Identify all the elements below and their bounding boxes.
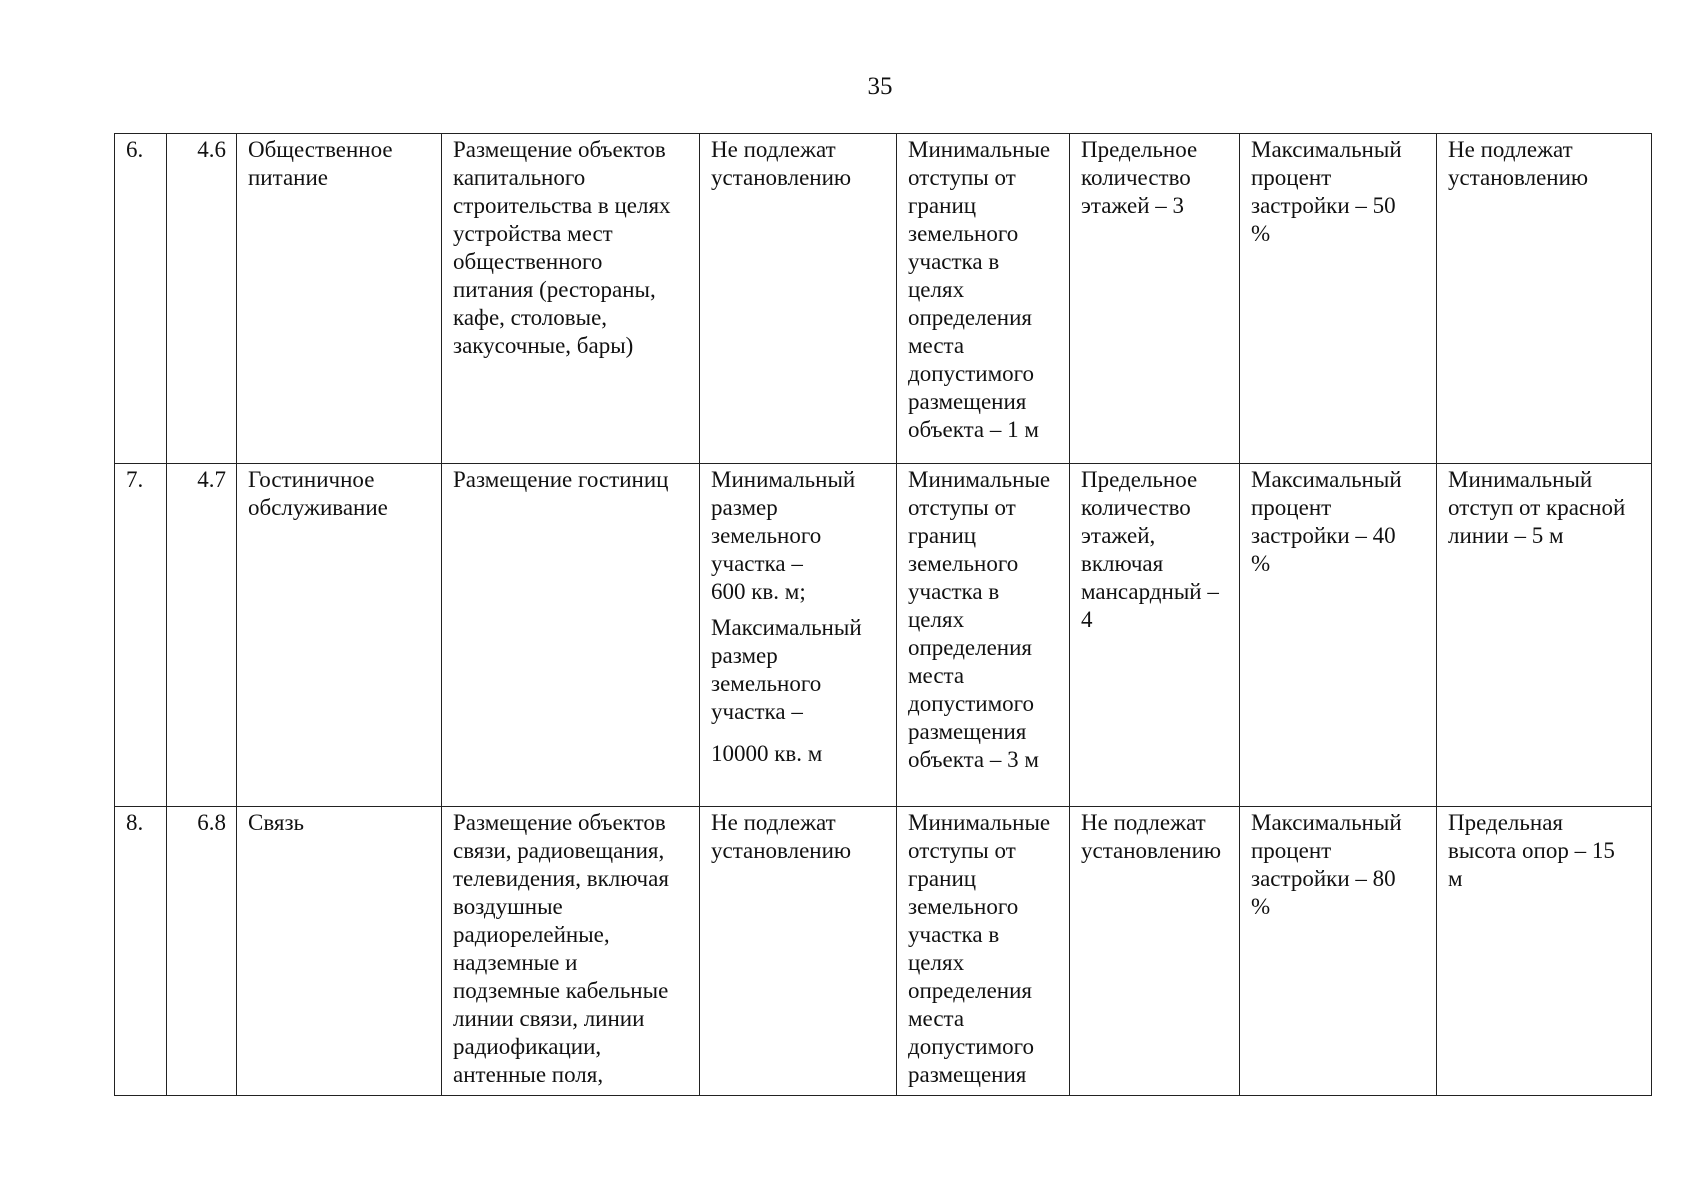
- cell-line: размещения: [908, 389, 1027, 414]
- cell-line: линии связи, линии: [453, 1006, 645, 1031]
- cell-line: количество: [1081, 165, 1191, 190]
- cell-line: застройки – 50: [1251, 193, 1396, 218]
- cell-line: Предельная: [1448, 810, 1563, 835]
- setbacks: [897, 807, 1070, 1096]
- cell-line: Размещение объектов: [453, 137, 666, 162]
- cell-line: участка в: [908, 249, 1000, 274]
- cell-line: %: [1251, 894, 1271, 919]
- cell-line: м: [1448, 866, 1463, 891]
- cell-line: земельного: [711, 671, 822, 696]
- cell-line: телевидения, включая: [453, 866, 669, 891]
- cell-line: линии – 5 м: [1448, 523, 1564, 548]
- cell-line: %: [1251, 221, 1271, 246]
- cell-line: установлению: [1448, 165, 1589, 190]
- cell-line: этажей,: [1081, 523, 1156, 548]
- plot-size-max-value: 10000 кв. м: [711, 741, 823, 766]
- table-row: [115, 464, 1652, 807]
- cell-line: целях: [908, 607, 965, 632]
- row-number: 8.: [115, 807, 167, 1096]
- page-number: 35: [867, 73, 893, 100]
- setbacks: [897, 134, 1070, 464]
- cell-line: отступы от: [908, 495, 1016, 520]
- cell-line: установлению: [711, 165, 852, 190]
- coverage: [1240, 807, 1437, 1096]
- plot-size: [700, 807, 897, 1096]
- use-code: 4.6: [167, 134, 237, 464]
- cell-line: целях: [908, 950, 965, 975]
- cell-line: установлению: [1081, 838, 1222, 863]
- cell-line: воздушные: [453, 894, 563, 919]
- cell-line: размер: [711, 643, 778, 668]
- use-name: [237, 807, 442, 1096]
- cell-line: объекта – 1 м: [908, 417, 1039, 442]
- cell-line: Общественное: [248, 137, 393, 162]
- cell-line: Минимальные: [908, 467, 1051, 492]
- cell-line: Предельное: [1081, 137, 1198, 162]
- other-params: [1437, 807, 1652, 1096]
- cell-line: Минимальные: [908, 137, 1051, 162]
- cell-line: этажей – 3: [1081, 193, 1185, 218]
- cell-line: процент: [1251, 495, 1332, 520]
- cell-line: участка –: [711, 699, 803, 724]
- cell-line: размещения: [908, 1062, 1027, 1087]
- use-name: [237, 134, 442, 464]
- cell-line: земельного: [908, 551, 1019, 576]
- cell-line: Не подлежат: [711, 137, 836, 162]
- cell-line: места: [908, 663, 965, 688]
- cell-line: объекта – 3 м: [908, 747, 1039, 772]
- cell-line: определения: [908, 978, 1033, 1003]
- cell-line: отступ от красной: [1448, 495, 1626, 520]
- cell-line: обслуживание: [248, 495, 388, 520]
- plot-size: [700, 464, 897, 807]
- setbacks: [897, 464, 1070, 807]
- floors: [1070, 807, 1240, 1096]
- cell-line: размещения: [908, 719, 1027, 744]
- cell-line: участка в: [908, 922, 1000, 947]
- cell-line: допустимого: [908, 361, 1034, 386]
- plot-size-max: [711, 614, 886, 726]
- cell-line: капитального: [453, 165, 586, 190]
- cell-line: связи, радиовещания,: [453, 838, 665, 863]
- cell-line: Минимальные: [908, 810, 1051, 835]
- cell-line: размер: [711, 495, 778, 520]
- cell-line: Размещение гостиниц: [453, 467, 669, 492]
- floors: [1070, 134, 1240, 464]
- cell-line: мансардный –: [1081, 579, 1219, 604]
- coverage: [1240, 464, 1437, 807]
- other-params: [1437, 134, 1652, 464]
- cell-line: места: [908, 333, 965, 358]
- use-code: 4.7: [167, 464, 237, 807]
- cell-line: целях: [908, 277, 965, 302]
- cell-line: 600 кв. м;: [711, 579, 806, 604]
- cell-line: Связь: [248, 810, 305, 835]
- cell-line: допустимого: [908, 691, 1034, 716]
- cell-line: Максимальный: [1251, 810, 1402, 835]
- cell-line: %: [1251, 551, 1271, 576]
- cell-line: земельного: [711, 523, 822, 548]
- cell-line: надземные и: [453, 950, 578, 975]
- cell-line: высота опор – 15: [1448, 838, 1615, 863]
- other-params: [1437, 464, 1652, 807]
- plot-size-min: [711, 466, 886, 606]
- cell-line: границ: [908, 866, 977, 891]
- coverage: [1240, 134, 1437, 464]
- cell-line: питания (рестораны,: [453, 277, 656, 302]
- cell-line: участка –: [711, 551, 803, 576]
- cell-line: участка в: [908, 579, 1000, 604]
- cell-line: Гостиничное: [248, 467, 375, 492]
- cell-line: процент: [1251, 838, 1332, 863]
- cell-line: строительства в целях: [453, 193, 671, 218]
- row-number: 6.: [115, 134, 167, 464]
- cell-line: границ: [908, 193, 977, 218]
- cell-line: Минимальный: [711, 467, 856, 492]
- cell-line: Не подлежат: [711, 810, 836, 835]
- cell-line: радиофикации,: [453, 1034, 602, 1059]
- plot-size: [700, 134, 897, 464]
- cell-line: отступы от: [908, 165, 1016, 190]
- use-description: [442, 807, 700, 1096]
- cell-line: Не подлежат: [1448, 137, 1573, 162]
- row-number: 7.: [115, 464, 167, 807]
- use-name: [237, 464, 442, 807]
- use-description: [442, 134, 700, 464]
- cell-line: установлению: [711, 838, 852, 863]
- table-row: [115, 134, 1652, 464]
- cell-line: Максимальный: [1251, 467, 1402, 492]
- cell-line: допустимого: [908, 1034, 1034, 1059]
- cell-line: количество: [1081, 495, 1191, 520]
- cell-line: определения: [908, 305, 1033, 330]
- floors: [1070, 464, 1240, 807]
- cell-line: отступы от: [908, 838, 1016, 863]
- cell-line: общественного: [453, 249, 603, 274]
- cell-line: питание: [248, 165, 328, 190]
- cell-line: границ: [908, 523, 977, 548]
- cell-line: Максимальный: [711, 615, 862, 640]
- cell-line: кафе, столовые,: [453, 305, 608, 330]
- cell-line: застройки – 80: [1251, 866, 1396, 891]
- zoning-parameters-table: [114, 133, 1652, 1096]
- cell-line: Минимальный: [1448, 467, 1593, 492]
- cell-line: радиорелейные,: [453, 922, 610, 947]
- cell-line: включая: [1081, 551, 1164, 576]
- cell-line: устройства мест: [453, 221, 613, 246]
- cell-line: Предельное: [1081, 467, 1198, 492]
- cell-line: закусочные, бары): [453, 333, 634, 358]
- cell-line: места: [908, 1006, 965, 1031]
- cell-line: Размещение объектов: [453, 810, 666, 835]
- cell-line: подземные кабельные: [453, 978, 669, 1003]
- cell-line: антенные поля,: [453, 1062, 604, 1087]
- cell-line: процент: [1251, 165, 1332, 190]
- cell-line: земельного: [908, 894, 1019, 919]
- cell-line: Не подлежат: [1081, 810, 1206, 835]
- cell-line: 4: [1081, 607, 1093, 632]
- table-row: [115, 807, 1652, 1096]
- use-code: 6.8: [167, 807, 237, 1096]
- cell-line: определения: [908, 635, 1033, 660]
- cell-line: Максимальный: [1251, 137, 1402, 162]
- cell-line: застройки – 40: [1251, 523, 1396, 548]
- use-description: [442, 464, 700, 807]
- cell-line: земельного: [908, 221, 1019, 246]
